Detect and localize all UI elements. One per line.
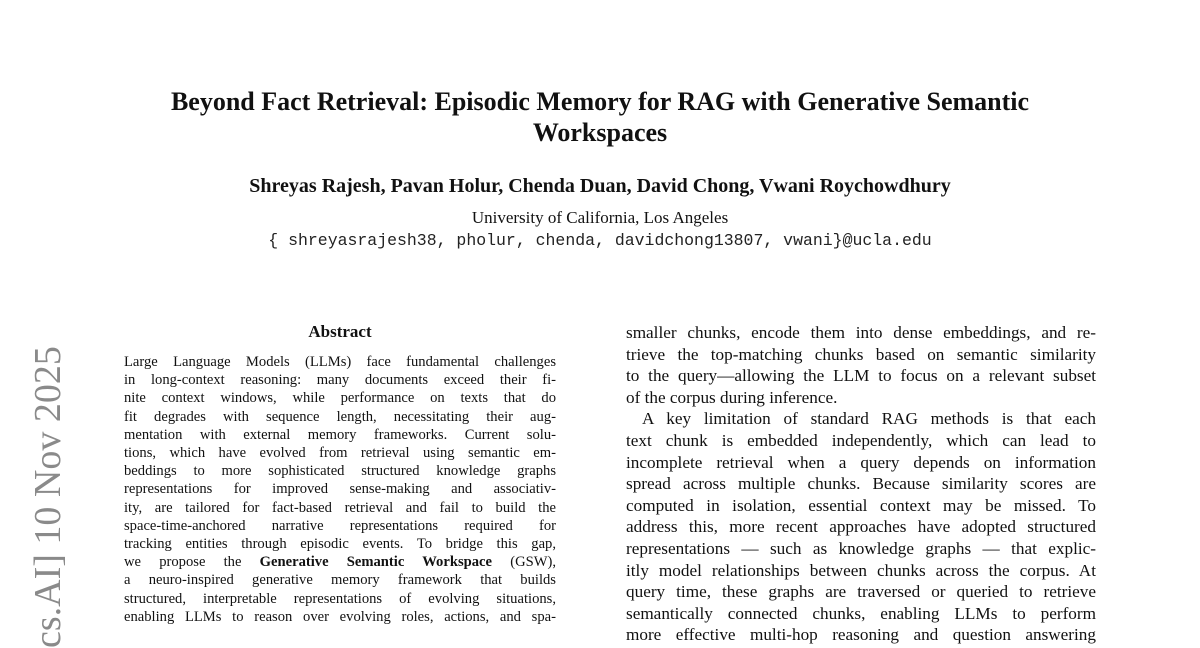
abstract-line: tracking entities through episodic events. To bridge this gap, [124,536,556,553]
paper-title [120,86,1080,148]
paper-title-line-1: Beyond Fact Retrieval: Episodic Memory for RAG with Generative Semantic [170,87,1030,116]
abstract-line: in long-context reasoning: many documents exceed their fi- [124,372,556,389]
abstract-line: enabling LLMs to reason over evolving roles, actions, and spa- [124,608,556,625]
body-line: smaller chunks, encode them into dense embeddings, and re- [626,323,1096,342]
intro-paragraph-1 [626,322,1096,408]
abstract-line: Large Language Models (LLMs) face fundamental challenges [124,354,556,370]
abstract-line: mentation with external memory frameworks. Current solu- [124,426,556,443]
author-list: Shreyas Rajesh, Pavan Holur, Chenda Duan, David Chong, Vwani Roychowdhury [249,175,951,197]
body-line: computed in isolation, essential context may be missed. To [626,495,1096,515]
right-column [626,322,1096,646]
abstract-line: a neuro-inspired generative memory framework that builds [124,572,556,589]
abstract-line: ity, are tailored for fact-based retrieval and fail to build the [124,499,556,516]
body-line: trieve the top-matching chunks based on semantic similarity [626,344,1096,364]
abstract-line: fit degrades with sequence length, necessitating their aug- [124,408,556,425]
body-line: query time, these graphs are traversed or queried to retrieve [626,582,1096,602]
abstract-line: space-time-anchored narrative representations required for [124,517,556,534]
affiliation: University of California, Los Angeles [471,208,729,227]
body-line: incomplete retrieval when a query depends on information [626,452,1096,472]
abstract-gsw-post: (GSW), [492,554,557,571]
abstract-line: beddings to more sophisticated structured knowledge graphs [124,463,556,480]
abstract-body [124,353,556,626]
body-line: of the corpus during inference. [626,387,838,407]
body-line: address this, more recent approaches have adopted structured [626,517,1096,537]
abstract-line: tions, which have evolved from retrieval using semantic em- [124,445,556,462]
gsw-term: Generative Semantic Workspace [259,554,492,571]
arxiv-side-stamp: cs.AI] 10 Nov 2025 [27,346,69,648]
body-line: text chunk is embedded independently, which can lead to [626,430,1096,450]
intro-paragraph-2 [626,408,1096,646]
body-line: semantically connected chunks, enabling LLMs to perform [626,603,1096,623]
abstract-line: nite context windows, while performance on texts that do [124,390,556,407]
body-line: A key limitation of standard RAG methods is that each [642,409,1096,429]
left-column [124,320,556,626]
body-line: more effective multi-hop reasoning and question answering [626,625,1096,645]
author-emails: { shreyasrajesh38, pholur, chenda, davidchong13807, vwani}@ucla.edu [268,231,932,250]
abstract-line-gsw [124,553,556,571]
abstract-line: structured, interpretable representations of evolving situations, [124,590,556,607]
body-line: spread across multiple chunks. Because similarity scores are [626,474,1096,494]
abstract-gsw-pre: we propose the [124,554,260,571]
body-line: representations — such as knowledge graphs — that explic- [626,538,1096,558]
body-line: itly model relationships between chunks across the corpus. At [626,560,1096,580]
paper-title-line-2: Workspaces [532,118,668,147]
body-line: to the query—allowing the LLM to focus on a relevant subset [626,366,1096,386]
abstract-line: representations for improved sense-making and associativ- [124,481,556,498]
abstract-heading: Abstract [308,322,372,341]
